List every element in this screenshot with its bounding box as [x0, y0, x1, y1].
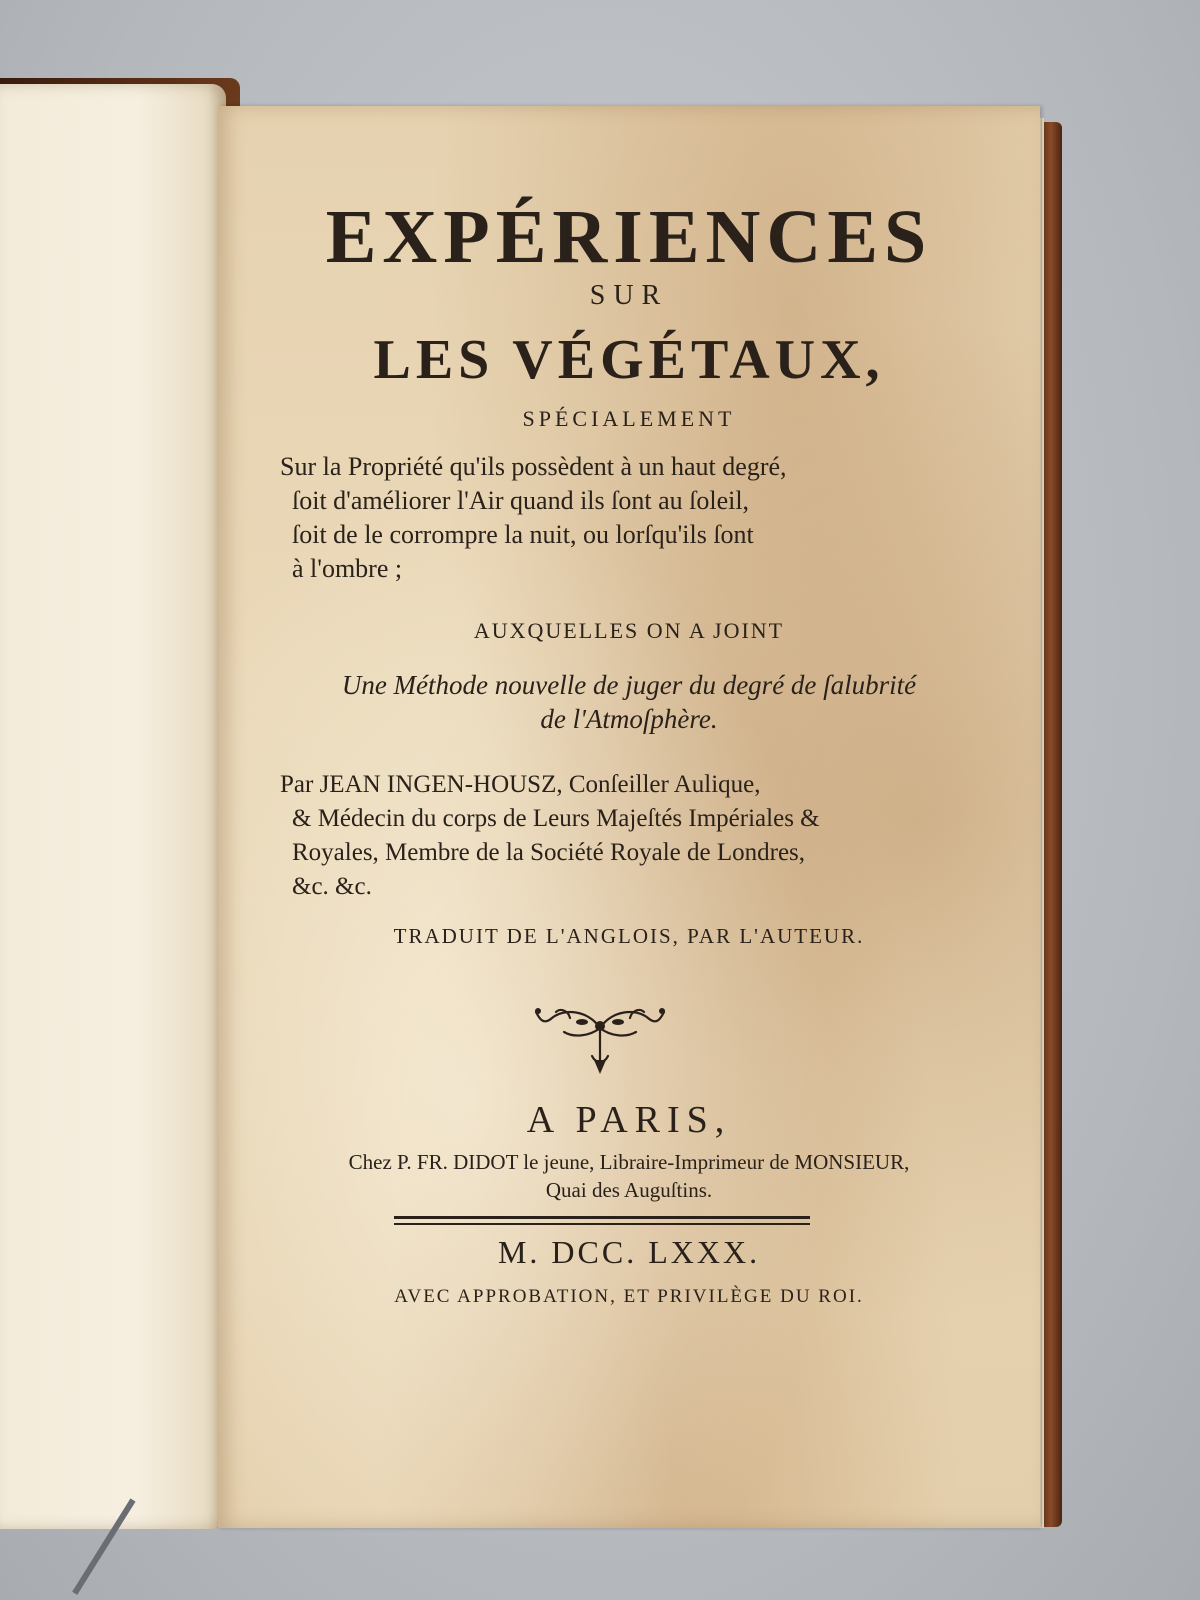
author-line: Royales, Membre de la Société Royale de Londres, — [292, 839, 806, 866]
publisher-line: Quai des Auguſtins. — [545, 1178, 713, 1202]
description-block — [280, 450, 787, 586]
publisher-line: Chez P. FR. DIDOT le jeune, Libraire-Imprimeur de MONSIEUR, — [348, 1150, 910, 1174]
imprint-place: A PARIS, — [526, 1099, 732, 1141]
description-line: à l'ombre ; — [292, 554, 403, 583]
author-line: & Médecin du corps de Leurs Majeſtés Impériales & — [292, 805, 820, 832]
left-page — [0, 84, 226, 1529]
title-page — [218, 106, 1040, 1528]
description-line: ſoit d'améliorer l'Air quand ils ſont au ſoleil, — [292, 486, 750, 515]
translation-note: TRADUIT DE L'ANGLOIS, PAR L'AUTEUR. — [393, 924, 865, 948]
publisher-block — [218, 1148, 1040, 1204]
title-specialement: SPÉCIALEMENT — [522, 406, 736, 431]
printer-ornament-icon — [530, 998, 670, 1078]
methode-block — [218, 668, 1040, 736]
description-line: Sur la Propriété qu'ils possèdent à un haut degré, — [280, 452, 787, 481]
author-line: &c. &c. — [292, 873, 372, 900]
double-rule-divider — [394, 1216, 810, 1229]
book-title: EXPÉRIENCES — [325, 195, 933, 279]
methode-line: de l'Atmoſphère. — [540, 704, 718, 734]
title-sur: SUR — [589, 280, 669, 311]
book-subject: LES VÉGÉTAUX, — [373, 329, 885, 391]
auxquelles-heading: AUXQUELLES ON A JOINT — [473, 618, 785, 643]
description-line: ſoit de le corrompre la nuit, ou lorſqu'ils ſont — [292, 520, 754, 549]
privilege-note: AVEC APPROBATION, ET PRIVILÈGE DU ROI. — [394, 1286, 864, 1307]
methode-line: Une Méthode nouvelle de juger du degré de ſalubrité — [341, 670, 917, 700]
author-block — [280, 768, 820, 904]
publication-year: M. DCC. LXXX. — [497, 1234, 761, 1270]
author-line: Par JEAN INGEN-HOUSZ, Conſeiller Aulique, — [280, 771, 761, 798]
